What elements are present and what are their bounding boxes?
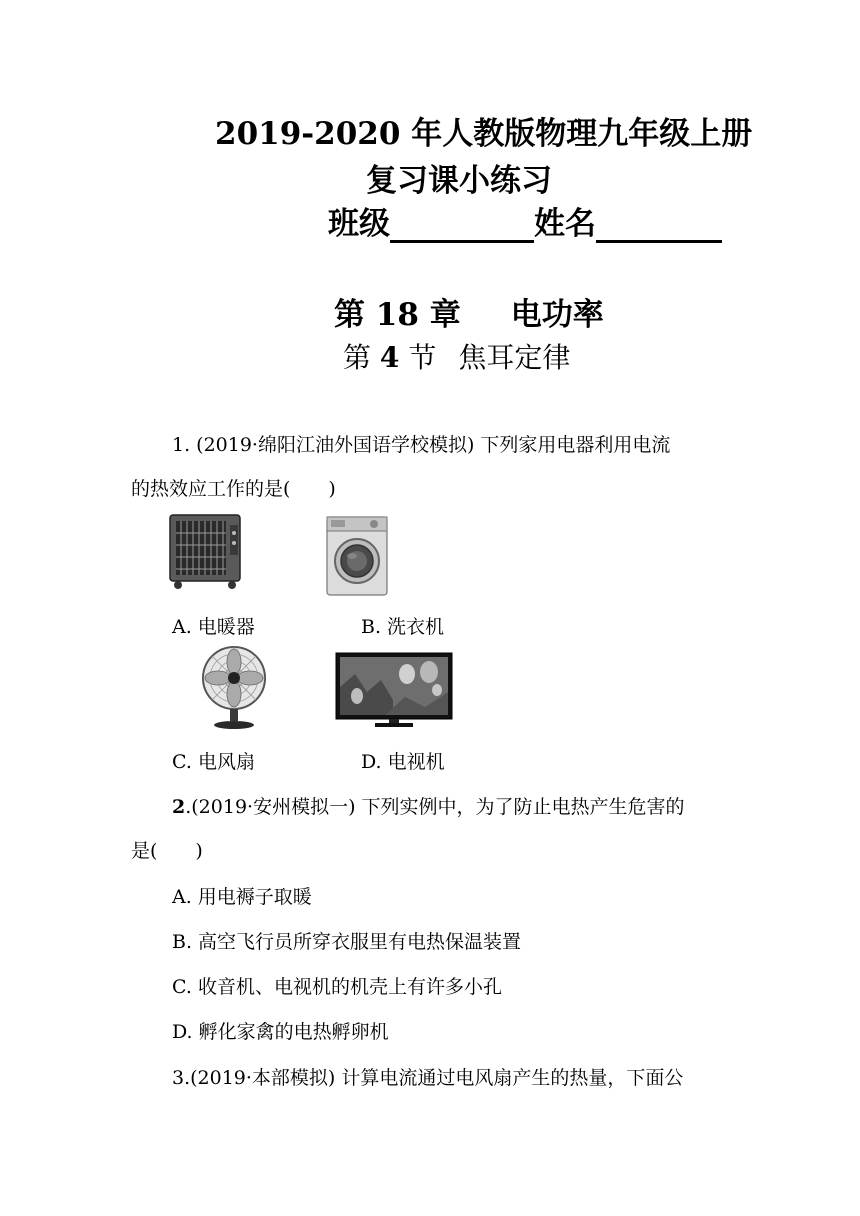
electric-fan-image — [198, 646, 270, 730]
question-2-line-2: 是( ) — [131, 840, 203, 862]
question-1-line-1: 1. (2019·绵阳江油外国语学校模拟) 下列家用电器利用电流 — [172, 434, 671, 456]
document-title: 2019-2020 年人教版物理九年级上册 — [215, 116, 753, 152]
q2-option-c: C. 收音机、电视机的机壳上有许多小孔 — [172, 976, 502, 998]
class-blank — [390, 210, 534, 243]
section-heading: 第 4 节 焦耳定律 — [343, 341, 571, 374]
name-label: 姓名 — [534, 206, 596, 242]
student-info-line — [328, 198, 722, 243]
document-subtitle: 复习课小练习 — [366, 163, 552, 199]
class-label: 班级 — [328, 206, 390, 242]
question-1-line-2: 的热效应工作的是( ) — [131, 478, 336, 500]
q2-option-b: B. 高空飞行员所穿衣服里有电热保温装置 — [172, 931, 522, 953]
chapter-name: 电功率 — [510, 297, 604, 333]
television-image — [335, 652, 453, 728]
q2-option-a: A. 用电褥子取暖 — [172, 886, 312, 908]
chapter-number: 第 18 章 — [334, 297, 461, 333]
washing-machine-image — [326, 516, 388, 596]
question-3-line-1: 3.(2019·本部模拟) 计算电流通过电风扇产生的热量，下面公 — [172, 1067, 684, 1089]
heater-image — [168, 513, 242, 591]
name-blank — [596, 210, 722, 243]
q1-option-d: D. 电视机 — [361, 751, 445, 773]
q1-option-c: C. 电风扇 — [172, 751, 255, 773]
section-name: 焦耳定律 — [458, 341, 571, 374]
q1-option-a: A. 电暖器 — [172, 616, 255, 638]
chapter-heading — [334, 289, 604, 334]
question-2-line-1: 2.(2019·安州模拟一) 下列实例中，为了防止电热产生危害的 — [172, 796, 685, 818]
q2-option-d: D. 孵化家禽的电热孵卵机 — [172, 1021, 389, 1043]
q1-option-b: B. 洗衣机 — [361, 616, 445, 638]
